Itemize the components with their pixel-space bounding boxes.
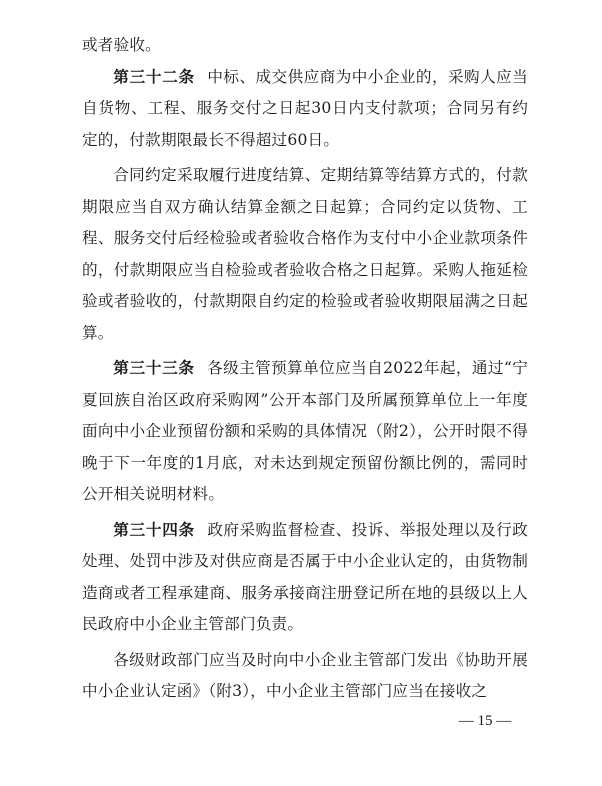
page-number: — 15 —	[458, 713, 512, 729]
article-heading: 第三十二条	[113, 67, 195, 86]
paragraph-text: 各级财政部门应当及时向中小企业主管部门发出《协助开展中小企业认定函》（附3），中小企业主管部门应当在接收之	[82, 650, 528, 700]
paragraph-text: 或者验收。	[82, 36, 161, 54]
paragraph-finance-dept	[82, 645, 528, 708]
article-text: 政府采购监督检查、投诉、举报处理以及行政处理、处罚中涉及对供应商是否属于中小企业认定的，由货物制造商或者工程承建商、服务承接商注册登记所在地的县级以上人民政府中小企业主管部门负责。	[82, 520, 528, 633]
paragraph-text: 合同约定采取履行进度结算、定期结算等结算方式的，付款期限应当自双方确认结算金额之日起算；合同约定以货物、工程、服务交付后经检验或者验收合格作为支付中小企业款项条件的，付款期限应当自检验或者验收合格之日起算。采购人拖延检验或者验收的，付款期限自约定的检验或者验收期限届满之日起算。	[82, 166, 528, 342]
article-34	[82, 515, 528, 641]
paragraph-continuation	[82, 30, 528, 62]
document-page	[82, 30, 528, 708]
article-32	[82, 62, 528, 157]
article-text: 中标、成交供应商为中小企业的，采购人应当自货物、工程、服务交付之日起30日内支付款项；合同另有约定的，付款期限最长不得超过60日。	[82, 67, 528, 149]
article-text: 各级主管预算单位应当自2022年起，通过“宁夏回族自治区政府采购网”公开本部门及所属预算单位上一年度面向中小企业预留份额和采购的具体情况（附2），公开时限不得晚于下一年度的1月底，对未达到规定预留份额比例的，需同时公开相关说明材料。	[82, 359, 528, 503]
article-heading: 第三十三条	[113, 359, 195, 377]
article-33	[82, 353, 528, 511]
article-heading: 第三十四条	[113, 520, 195, 539]
paragraph-settlement	[82, 160, 528, 349]
